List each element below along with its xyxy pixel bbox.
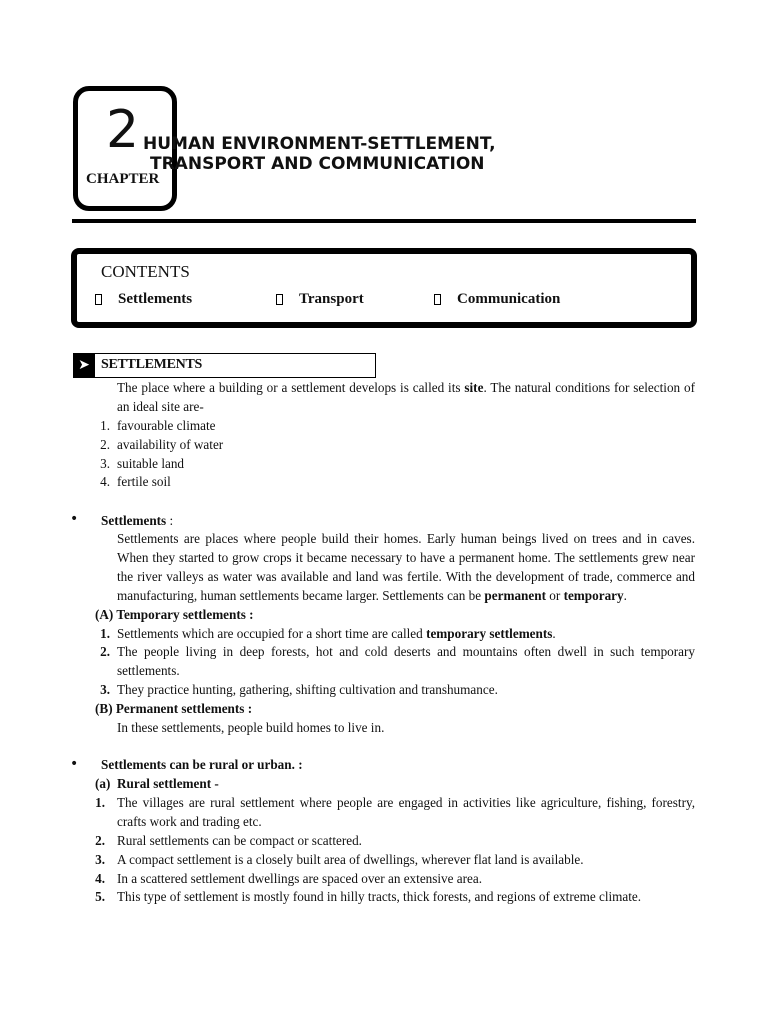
rural-item-2: Rural settlements can be compact or scattered. xyxy=(117,833,362,848)
temporary-item-2-line2: settlements. xyxy=(117,663,180,678)
rural-urban-heading: Settlements can be rural or urban. : xyxy=(101,757,303,772)
rural-item-5: This type of settlement is mostly found in hilly tracts, thick forests, and regions of extreme climate. xyxy=(117,889,642,904)
checkbox-icon xyxy=(276,294,283,305)
settlements-heading: Settlements : xyxy=(101,513,174,528)
header-rule xyxy=(72,219,696,223)
rural-sub-label: (a) xyxy=(95,776,111,791)
temporary-item-3: They practice hunting, gathering, shifting cultivation and transhumance. xyxy=(117,682,498,697)
list-number: 4. xyxy=(95,871,105,886)
checkbox-icon xyxy=(434,294,441,305)
settlements-para-line1: Settlements are places where people build their homes. Early human beings lived on trees and in caves. xyxy=(117,531,695,546)
temporary-item-1: Settlements which are occupied for a short time are called temporary settlements. xyxy=(117,626,556,641)
list-number: 1. xyxy=(100,626,110,641)
arrow-right-icon: ➤ xyxy=(73,353,95,378)
permanent-text: In these settlements, people build homes to live in. xyxy=(117,720,385,735)
chapter-number: 2 xyxy=(106,100,140,160)
bullet-icon: • xyxy=(70,511,79,527)
contents-box xyxy=(71,248,697,328)
contents-item-settlements: Settlements xyxy=(95,291,192,308)
rural-item-3: A compact settlement is a closely built area of dwellings, wherever flat land is available. xyxy=(117,852,584,867)
rural-sub-heading: Rural settlement - xyxy=(117,776,219,791)
intro-line2: an ideal site are- xyxy=(117,399,204,414)
list-number: 3. xyxy=(100,682,110,697)
list-number: 5. xyxy=(95,889,105,904)
list-number: 2. xyxy=(95,833,105,848)
settlements-para-line2: When they started to grow crops it became necessary to have a permanent home. The settlements grew near xyxy=(117,550,695,565)
list-item: fertile soil xyxy=(117,474,171,489)
rural-item-4: In a scattered settlement dwellings are spaced over an extensive area. xyxy=(117,871,483,886)
list-item: suitable land xyxy=(117,456,185,471)
list-number: 1. xyxy=(95,795,105,810)
contents-item-transport: Transport xyxy=(276,291,364,308)
chapter-label: CHAPTER xyxy=(86,171,160,187)
bullet-icon: • xyxy=(70,756,79,772)
list-item: favourable climate xyxy=(117,418,216,433)
intro-line1: The place where a building or a settlement develops is called its site. The natural conditions for selection of xyxy=(117,380,695,395)
contents-item-communication: Communication xyxy=(434,291,560,308)
section-title: SETTLEMENTS xyxy=(101,357,202,372)
rural-item-1-line1: The villages are rural settlement where people are engaged in activities like agriculture, fishing, forestry, xyxy=(117,795,695,810)
list-number: 3. xyxy=(95,852,105,867)
rural-item-1-line2: crafts work and trading etc. xyxy=(117,814,262,829)
temporary-heading: (A) Temporary settlements : xyxy=(95,607,254,622)
temporary-item-2-line1: The people living in deep forests, hot and cold deserts and mountains often dwell in such temporary xyxy=(117,644,695,659)
permanent-heading: (B) Permanent settlements : xyxy=(95,701,253,716)
checkbox-icon xyxy=(95,294,102,305)
list-number: 2. xyxy=(100,644,110,659)
list-number: 1. xyxy=(100,418,110,433)
settlements-para-line3: the river valleys as water was available and land was fertile. With the development of trade, commerce and xyxy=(117,569,695,584)
list-number: 4. xyxy=(100,474,110,489)
chapter-title-line2: TRANSPORT AND COMMUNICATION xyxy=(150,154,485,174)
list-number: 3. xyxy=(100,456,110,471)
list-number: 2. xyxy=(100,437,110,452)
settlements-para-line4: manufacturing, human settlements became larger. Settlements can be permanent or temporary. xyxy=(117,588,627,603)
chapter-title-line1: HUMAN ENVIRONMENT-SETTLEMENT, xyxy=(143,134,496,154)
list-item: availability of water xyxy=(117,437,224,452)
contents-title: CONTENTS xyxy=(101,262,190,281)
